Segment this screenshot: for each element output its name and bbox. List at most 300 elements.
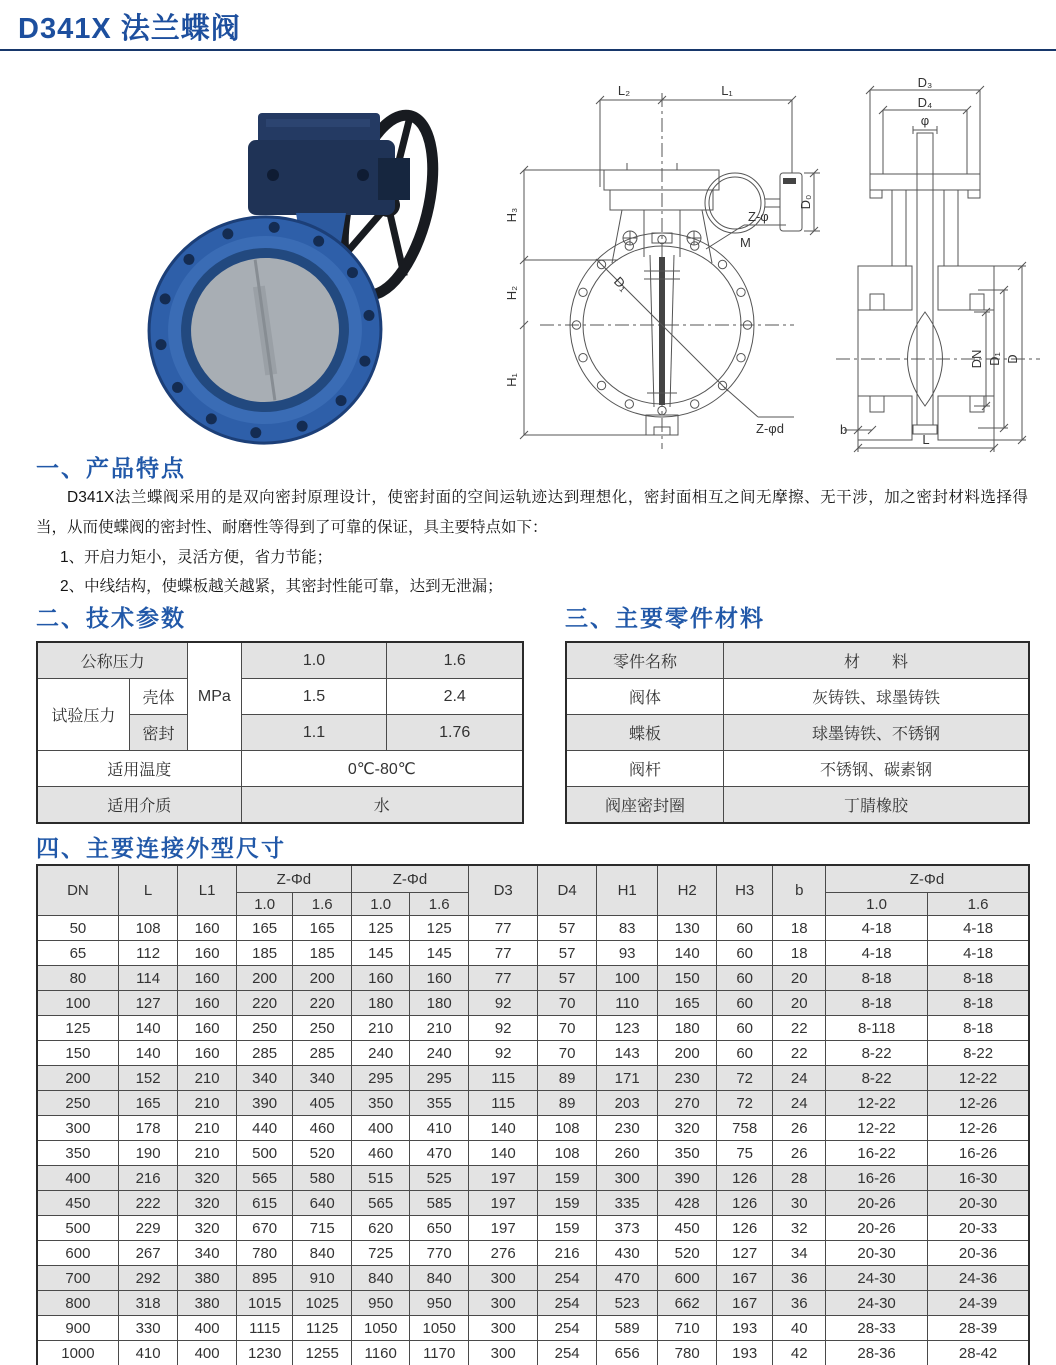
dimension-cell: 125 [351, 916, 410, 941]
dimension-cell: 143 [596, 1041, 658, 1066]
part-material: 不锈钢、碳素钢 [723, 751, 1029, 787]
dimension-cell: 1015 [236, 1291, 293, 1316]
dimension-cell: 30 [773, 1191, 826, 1216]
dimension-cell: 150 [658, 966, 717, 991]
dimension-cell: 1230 [236, 1341, 293, 1365]
dimension-cell: 60 [716, 1016, 773, 1041]
dimension-cell: 8-118 [826, 1016, 928, 1041]
dimension-cell: 77 [468, 966, 537, 991]
dimension-cell: 24-30 [826, 1266, 928, 1291]
dimension-cell: 292 [118, 1266, 178, 1291]
dimension-cell: 220 [293, 991, 352, 1016]
dimension-cell: 50 [37, 916, 118, 941]
dimension-cell: 770 [410, 1241, 469, 1266]
dimension-cell: 380 [178, 1291, 237, 1316]
dimension-cell: 320 [658, 1116, 717, 1141]
table-row [566, 679, 1029, 715]
dimension-cell: 840 [351, 1266, 410, 1291]
dimension-cell: 200 [236, 966, 293, 991]
dimension-cell: 28-36 [826, 1341, 928, 1365]
dimension-cell: 20 [773, 991, 826, 1016]
table-row [37, 1266, 1029, 1291]
dimension-cell: 520 [658, 1241, 717, 1266]
dimension-cell: 126 [716, 1166, 773, 1191]
dim-label-d3: D₃ [917, 78, 933, 90]
dimension-cell: 160 [178, 1041, 237, 1066]
dimension-cell: 193 [716, 1316, 773, 1341]
dim-label-d1: D₁ [611, 273, 632, 294]
dimension-cell: 320 [178, 1166, 237, 1191]
dimension-cell: 460 [293, 1116, 352, 1141]
dimension-cell: 165 [293, 916, 352, 941]
dimension-cell: 8-22 [826, 1066, 928, 1091]
table-row [37, 1116, 1029, 1141]
dimension-cell: 18 [773, 941, 826, 966]
dimension-cell: 160 [178, 1016, 237, 1041]
dimension-cell: 216 [538, 1241, 597, 1266]
dimension-cell: 565 [236, 1166, 293, 1191]
dimension-cell: 171 [596, 1066, 658, 1091]
dim-label-d: D [1005, 354, 1020, 364]
dimension-cell: 70 [538, 1016, 597, 1041]
dimension-cell: 185 [293, 941, 352, 966]
dimension-cell: 520 [293, 1141, 352, 1166]
dimension-cell: 40 [773, 1316, 826, 1341]
dimension-cell: 240 [410, 1041, 469, 1066]
dimension-cell: 950 [351, 1291, 410, 1316]
dimension-cell: 1170 [410, 1341, 469, 1365]
dimension-cell: 300 [468, 1266, 537, 1291]
feature-item-1: 1、开启力矩小，灵活方便，省力节能； [60, 549, 333, 566]
dimension-cell: 140 [658, 941, 717, 966]
part-name: 阀座密封圈 [566, 787, 723, 824]
dimension-cell: 410 [118, 1341, 178, 1365]
col-header-h1: H1 [596, 865, 658, 916]
dimension-cell: 77 [468, 941, 537, 966]
dimension-cell: 350 [37, 1141, 118, 1166]
table-row [37, 1291, 1029, 1316]
dimension-cell: 108 [538, 1141, 597, 1166]
dimension-cell: 295 [410, 1066, 469, 1091]
dimension-cell: 950 [410, 1291, 469, 1316]
materials-table [565, 641, 1030, 824]
dimension-cell: 140 [118, 1041, 178, 1066]
dimension-cell: 36 [773, 1291, 826, 1316]
nominal-pressure-label: 公称压力 [37, 642, 188, 679]
dimension-cell: 108 [118, 916, 178, 941]
dimension-cell: 152 [118, 1066, 178, 1091]
dimension-cell: 12-22 [928, 1066, 1029, 1091]
table-row [37, 916, 1029, 941]
table-row [37, 1166, 1029, 1191]
col-header-l1: L1 [178, 865, 237, 916]
dimension-cell: 57 [538, 941, 597, 966]
dimension-cell: 89 [538, 1091, 597, 1116]
dimension-cell: 500 [236, 1141, 293, 1166]
dimension-cell: 410 [410, 1116, 469, 1141]
test-pressure-label: 试验压力 [37, 679, 129, 751]
dimension-cell: 600 [658, 1266, 717, 1291]
dimension-cell: 895 [236, 1266, 293, 1291]
dimension-cell: 92 [468, 1016, 537, 1041]
dimension-cell: 140 [468, 1141, 537, 1166]
dim-label-l2: L₂ [617, 83, 631, 98]
annotation-z-phid: Z-φd [756, 421, 784, 436]
table-row [37, 1316, 1029, 1341]
col-header-h2: H2 [658, 865, 717, 916]
dimension-cell: 285 [236, 1041, 293, 1066]
dimension-cell: 28-39 [928, 1316, 1029, 1341]
dimension-cell: 24 [773, 1066, 826, 1091]
dimension-cell: 197 [468, 1166, 537, 1191]
dim-label-h1: H₁ [504, 373, 519, 387]
dimension-cell: 200 [658, 1041, 717, 1066]
dimension-cell: 220 [236, 991, 293, 1016]
dimension-cell: 165 [118, 1091, 178, 1116]
dimension-cell: 145 [351, 941, 410, 966]
dimension-cell: 210 [178, 1066, 237, 1091]
part-name: 阀体 [566, 679, 723, 715]
dimension-cell: 70 [538, 1041, 597, 1066]
dimension-cell: 1000 [37, 1341, 118, 1365]
dimension-cell: 430 [596, 1241, 658, 1266]
dimension-cell: 115 [468, 1091, 537, 1116]
nominal-pressure-2: 1.6 [387, 642, 523, 679]
subcol-10: 1.0 [351, 893, 410, 916]
title-divider [0, 49, 1056, 51]
dimension-cell: 250 [236, 1016, 293, 1041]
seal-value-1: 1.1 [241, 715, 387, 751]
dimension-cell: 114 [118, 966, 178, 991]
dimension-cell: 210 [178, 1116, 237, 1141]
dimension-cell: 390 [236, 1091, 293, 1116]
dimension-cell: 254 [538, 1291, 597, 1316]
dimension-cell: 8-18 [826, 991, 928, 1016]
dimension-cell: 300 [468, 1341, 537, 1365]
dimension-cell: 28-33 [826, 1316, 928, 1341]
dimension-cell: 380 [178, 1266, 237, 1291]
dimension-cell: 20 [773, 966, 826, 991]
dimension-cell: 20-33 [928, 1216, 1029, 1241]
dimension-cell: 254 [538, 1266, 597, 1291]
table-row [37, 1241, 1029, 1266]
col-header-zphid-1: Z-Φd [236, 865, 351, 893]
annotation-m: M [740, 235, 751, 250]
dimension-cell: 210 [351, 1016, 410, 1041]
dimension-cell: 200 [293, 966, 352, 991]
dimension-cell: 16-30 [928, 1166, 1029, 1191]
dimension-cell: 16-26 [928, 1141, 1029, 1166]
dimension-cell: 405 [293, 1091, 352, 1116]
dimension-cell: 780 [236, 1241, 293, 1266]
dim-label-dn: DN [969, 349, 984, 369]
dimension-cell: 34 [773, 1241, 826, 1266]
dimension-cell: 254 [538, 1341, 597, 1365]
dimension-cell: 710 [658, 1316, 717, 1341]
dimension-cell: 470 [596, 1266, 658, 1291]
dimension-cell: 450 [658, 1216, 717, 1241]
table-row [37, 1091, 1029, 1116]
dimension-cell: 267 [118, 1241, 178, 1266]
table-row [566, 715, 1029, 751]
nominal-pressure-1: 1.0 [241, 642, 387, 679]
dimension-cell: 65 [37, 941, 118, 966]
dimension-cell: 197 [468, 1191, 537, 1216]
dimension-cell: 130 [658, 916, 717, 941]
dimension-cell: 500 [37, 1216, 118, 1241]
table-row [37, 1141, 1029, 1166]
dimension-cell: 165 [658, 991, 717, 1016]
dimension-cell: 276 [468, 1241, 537, 1266]
dimension-cell: 127 [118, 991, 178, 1016]
dimension-cell: 670 [236, 1216, 293, 1241]
subcol-16: 1.6 [293, 893, 352, 916]
dimension-cell: 126 [716, 1216, 773, 1241]
dimension-cell: 8-18 [928, 1016, 1029, 1041]
dimension-cell: 16-22 [826, 1141, 928, 1166]
dimension-cell: 22 [773, 1041, 826, 1066]
dimension-cell: 300 [37, 1116, 118, 1141]
dimension-cell: 159 [538, 1191, 597, 1216]
dimension-cell: 620 [351, 1216, 410, 1241]
part-material: 球墨铸铁、不锈钢 [723, 715, 1029, 751]
dimension-cell: 318 [118, 1291, 178, 1316]
dimension-cell: 300 [468, 1291, 537, 1316]
dimension-cell: 20-30 [826, 1241, 928, 1266]
dimension-cell: 60 [716, 1041, 773, 1066]
dimension-cell: 335 [596, 1191, 658, 1216]
dimension-cell: 460 [351, 1141, 410, 1166]
temp-label: 适用温度 [37, 751, 241, 787]
dimension-cell: 28 [773, 1166, 826, 1191]
dimension-cell: 320 [178, 1216, 237, 1241]
section-heading-materials: 三、主要零件材料 [565, 605, 765, 631]
dimension-cell: 1255 [293, 1341, 352, 1365]
dimension-cell: 400 [37, 1166, 118, 1191]
dimension-cell: 330 [118, 1316, 178, 1341]
dimension-cell: 229 [118, 1216, 178, 1241]
dimension-cell: 8-22 [928, 1041, 1029, 1066]
dimension-cell: 140 [118, 1016, 178, 1041]
dimension-cell: 159 [538, 1166, 597, 1191]
col-header-d3: D3 [468, 865, 537, 916]
dimension-cell: 16-26 [826, 1166, 928, 1191]
col-header-zphid-2: Z-Φd [351, 865, 468, 893]
dimension-cell: 24 [773, 1091, 826, 1116]
dimension-cell: 373 [596, 1216, 658, 1241]
table-row [566, 787, 1029, 824]
dimension-cell: 340 [178, 1241, 237, 1266]
dimension-cell: 28-42 [928, 1341, 1029, 1365]
dimension-cell: 589 [596, 1316, 658, 1341]
dimension-cell: 840 [293, 1241, 352, 1266]
part-material: 丁腈橡胶 [723, 787, 1029, 824]
table-row [37, 1066, 1029, 1091]
dimension-cell: 26 [773, 1116, 826, 1141]
dimension-cell: 20-26 [826, 1191, 928, 1216]
dimension-cell: 1115 [236, 1316, 293, 1341]
dimensions-table-body [37, 916, 1029, 1365]
dimension-cell: 523 [596, 1291, 658, 1316]
dimension-cell: 160 [351, 966, 410, 991]
dimension-cell: 800 [37, 1291, 118, 1316]
dimension-cell: 216 [118, 1166, 178, 1191]
dimension-cell: 4-18 [928, 916, 1029, 941]
dimension-cell: 60 [716, 916, 773, 941]
table-row [37, 1216, 1029, 1241]
dimension-cell: 20-26 [826, 1216, 928, 1241]
dimension-cell: 250 [37, 1091, 118, 1116]
table-row [37, 1191, 1029, 1216]
dimension-cell: 22 [773, 1016, 826, 1041]
dimension-cell: 656 [596, 1341, 658, 1365]
dimension-cell: 450 [37, 1191, 118, 1216]
dimension-cell: 60 [716, 991, 773, 1016]
subcol-16: 1.6 [928, 893, 1029, 916]
dimension-cell: 160 [178, 941, 237, 966]
dim-label-l: L [922, 432, 930, 447]
dimension-cell: 83 [596, 916, 658, 941]
dimension-cell: 400 [351, 1116, 410, 1141]
dimension-cell: 24-30 [826, 1291, 928, 1316]
dimension-cell: 18 [773, 916, 826, 941]
dim-label-h2: H₂ [504, 285, 519, 301]
dimension-cell: 115 [468, 1066, 537, 1091]
dimension-cell: 340 [293, 1066, 352, 1091]
pressure-unit: MPa [188, 642, 241, 751]
dimension-cell: 4-18 [826, 916, 928, 941]
shell-value-1: 1.5 [241, 679, 387, 715]
seal-label: 密封 [129, 715, 187, 751]
dimension-cell: 250 [293, 1016, 352, 1041]
table-row [566, 751, 1029, 787]
col-header-l: L [118, 865, 178, 916]
annotation-z-phi: Z-φ [748, 209, 769, 224]
dimension-cell: 8-18 [826, 966, 928, 991]
dimension-cell: 159 [538, 1216, 597, 1241]
table-row [37, 1041, 1029, 1066]
dimension-cell: 1025 [293, 1291, 352, 1316]
dim-label-d4: D₄ [917, 95, 933, 110]
dimension-cell: 230 [596, 1116, 658, 1141]
dimension-cell: 440 [236, 1116, 293, 1141]
dimension-cell: 700 [37, 1266, 118, 1291]
dimension-cell: 340 [236, 1066, 293, 1091]
dimension-cell: 77 [468, 916, 537, 941]
dimension-cell: 615 [236, 1191, 293, 1216]
dimension-cell: 180 [658, 1016, 717, 1041]
dimension-cell: 60 [716, 941, 773, 966]
dimension-cell: 57 [538, 916, 597, 941]
dimension-cell: 80 [37, 966, 118, 991]
dimension-cell: 57 [538, 966, 597, 991]
front-view-drawing [492, 75, 827, 455]
dimension-cell: 715 [293, 1216, 352, 1241]
section-heading-tech-params: 二、技术参数 [36, 605, 186, 631]
dimension-cell: 580 [293, 1166, 352, 1191]
dimension-cell: 160 [410, 966, 469, 991]
dimension-cell: 110 [596, 991, 658, 1016]
dimension-cell: 160 [178, 966, 237, 991]
dimension-cell: 300 [468, 1316, 537, 1341]
dimension-cell: 72 [716, 1066, 773, 1091]
dimension-cell: 470 [410, 1141, 469, 1166]
part-name: 蝶板 [566, 715, 723, 751]
dimension-cell: 26 [773, 1141, 826, 1166]
dimension-cell: 93 [596, 941, 658, 966]
dimension-cell: 20-30 [928, 1191, 1029, 1216]
dimension-cell: 112 [118, 941, 178, 966]
dimension-cell: 910 [293, 1266, 352, 1291]
medium-value: 水 [241, 787, 523, 824]
dimension-cell: 222 [118, 1191, 178, 1216]
dimension-cell: 8-22 [826, 1041, 928, 1066]
dimension-cell: 1160 [351, 1341, 410, 1365]
dimension-cell: 320 [178, 1191, 237, 1216]
dimension-cell: 840 [410, 1266, 469, 1291]
table-row [37, 966, 1029, 991]
part-material: 灰铸铁、球墨铸铁 [723, 679, 1029, 715]
dimension-cell: 197 [468, 1216, 537, 1241]
dimension-cell: 780 [658, 1341, 717, 1365]
dimension-cell: 100 [37, 991, 118, 1016]
feature-item-2: 2、中线结构，使蝶板越关越紧，其密封性能可靠，达到无泄漏； [60, 578, 503, 595]
dimension-cell: 1050 [351, 1316, 410, 1341]
col-header-dn: DN [37, 865, 118, 916]
materials-col2-header: 材 料 [723, 642, 1029, 679]
dimension-cell: 230 [658, 1066, 717, 1091]
dimension-cell: 12-26 [928, 1091, 1029, 1116]
dimension-cell: 123 [596, 1016, 658, 1041]
dimension-cell: 355 [410, 1091, 469, 1116]
dimension-cell: 178 [118, 1116, 178, 1141]
dimension-cell: 585 [410, 1191, 469, 1216]
dimension-cell: 350 [658, 1141, 717, 1166]
temp-value: 0℃-80℃ [241, 751, 523, 787]
dimension-cell: 725 [351, 1241, 410, 1266]
dimension-cell: 428 [658, 1191, 717, 1216]
dimension-cell: 640 [293, 1191, 352, 1216]
dimension-cell: 565 [351, 1191, 410, 1216]
dimension-cell: 150 [37, 1041, 118, 1066]
dimension-cell: 260 [596, 1141, 658, 1166]
dimension-cell: 203 [596, 1091, 658, 1116]
dimension-cell: 190 [118, 1141, 178, 1166]
dimension-cell: 126 [716, 1191, 773, 1216]
dimension-cell: 75 [716, 1141, 773, 1166]
dim-label-b: b [840, 422, 848, 437]
dimension-cell: 127 [716, 1241, 773, 1266]
dim-label-d1-side: D₁ [987, 352, 1002, 366]
table-row [37, 991, 1029, 1016]
dimension-cell: 36 [773, 1266, 826, 1291]
dimension-cell: 240 [351, 1041, 410, 1066]
shell-value-2: 2.4 [387, 679, 523, 715]
valve-photo [100, 55, 460, 445]
dimension-cell: 108 [538, 1116, 597, 1141]
dimension-cell: 42 [773, 1341, 826, 1365]
dimension-cell: 650 [410, 1216, 469, 1241]
dimension-cell: 32 [773, 1216, 826, 1241]
dimensions-table [36, 864, 1030, 1365]
dimension-cell: 285 [293, 1041, 352, 1066]
dimension-cell: 270 [658, 1091, 717, 1116]
dimension-cell: 12-22 [826, 1091, 928, 1116]
dim-label-d0: D₀ [798, 194, 813, 210]
dimension-cell: 24-39 [928, 1291, 1029, 1316]
dimension-cell: 72 [716, 1091, 773, 1116]
dimension-cell: 515 [351, 1166, 410, 1191]
